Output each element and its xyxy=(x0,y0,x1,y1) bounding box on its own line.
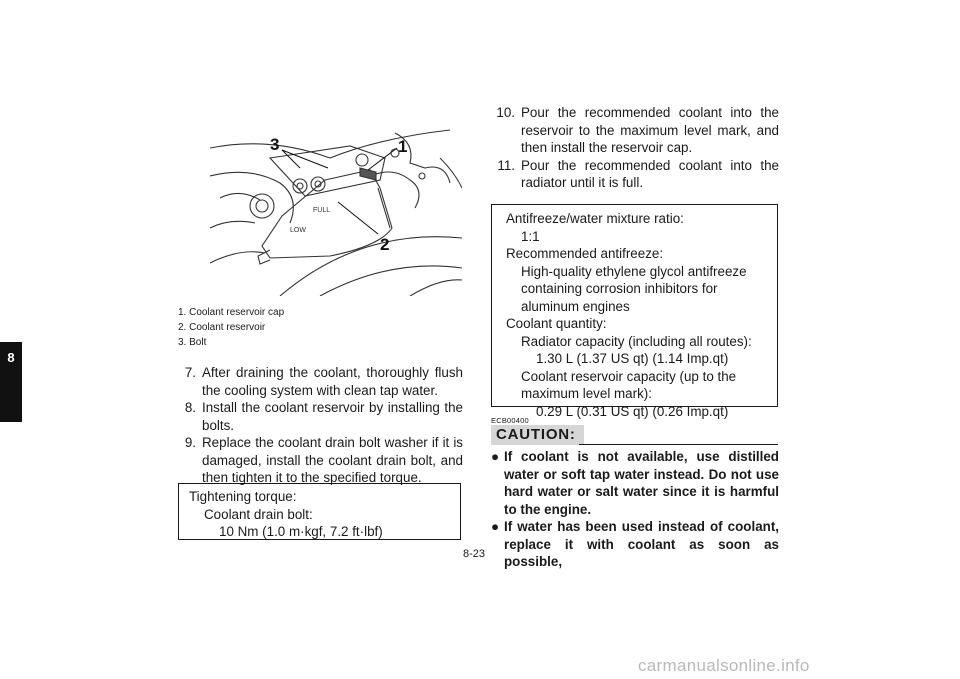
step-8 xyxy=(178,399,463,434)
callout-2: 2 xyxy=(380,235,390,254)
legend-item: 1. Coolant reservoir cap xyxy=(178,307,285,318)
step-text: Pour the recommended coolant into the reservoir to the maximum level mark, and then install the reservoir cap. xyxy=(521,105,779,155)
steps-right xyxy=(491,104,779,192)
legend-item: 3. Bolt xyxy=(178,337,207,348)
step-number: 11. xyxy=(497,157,515,173)
step-9 xyxy=(178,434,463,487)
step-10 xyxy=(491,104,779,157)
callout-3: 3 xyxy=(270,135,280,154)
step-number: 8. xyxy=(184,400,196,415)
torque-spec-box xyxy=(178,483,461,540)
step-text: Replace the coolant drain bolt washer if it is damaged, install the coolant drain bolt, and then tighten it to the specified torque. xyxy=(202,435,463,485)
legend-item: 2. Coolant reservoir xyxy=(178,322,266,333)
figure-legend xyxy=(178,305,284,350)
ratio-label: Antifreeze/water mixture ratio: xyxy=(506,211,684,226)
coolant-reservoir-figure xyxy=(210,128,462,296)
reservoir-value: 0.29 L (0.31 US qt) (0.26 Imp.qt) xyxy=(536,403,729,419)
full-mark-label: FULL xyxy=(313,207,331,214)
bullet-text: If coolant is not available, use distilled water or soft tap water instead. Do not use hard water or salt water since it is harmful to the engine. xyxy=(504,449,779,517)
torque-heading: Tightening torque: xyxy=(189,489,297,504)
caution-bullet xyxy=(491,448,779,518)
antifreeze-value: High-quality ethylene glycol antifreeze containing corrosion inhibitors for aluminum engines xyxy=(521,263,747,314)
caution-code: ECB00400 xyxy=(491,416,529,425)
steps-left xyxy=(178,364,463,487)
low-mark-label: LOW xyxy=(290,227,306,234)
reservoir-label: Coolant reservoir capacity (up to the maximum level mark): xyxy=(521,368,737,401)
torque-value: 10 Nm (1.0 m·kgf, 7.2 ft·lbf) xyxy=(219,524,383,539)
bullet-dot-icon: ● xyxy=(491,519,500,534)
caution-bullets xyxy=(491,448,779,571)
caution-header xyxy=(491,425,778,445)
bullet-text: If water has been used instead of coolant, replace it with coolant as soon as possible, xyxy=(504,519,779,569)
step-text: After draining the coolant, thoroughly flush the cooling system with clean tap water. xyxy=(202,365,463,398)
bullet-dot-icon: ● xyxy=(491,449,500,464)
step-number: 10. xyxy=(496,105,515,120)
page-number: 8-23 xyxy=(463,548,486,560)
step-number: 9. xyxy=(184,435,196,450)
step-11 xyxy=(491,157,779,192)
antifreeze-label: Recommended antifreeze: xyxy=(506,246,664,261)
step-text: Pour the recommended coolant into the radiator until it is full. xyxy=(521,157,779,190)
callout-1: 1 xyxy=(398,137,408,156)
quantity-label: Coolant quantity: xyxy=(506,316,607,331)
coolant-spec-box xyxy=(491,204,778,419)
radiator-value: 1.30 L (1.37 US qt) (1.14 Imp.qt) xyxy=(536,351,729,366)
step-text: Install the coolant reservoir by installing the bolts. xyxy=(202,400,463,433)
radiator-label: Radiator capacity (including all routes): xyxy=(521,333,752,349)
step-number: 7. xyxy=(184,365,196,380)
step-7 xyxy=(178,364,463,399)
watermark: carmanualsonline.info xyxy=(638,656,810,675)
ratio-value: 1:1 xyxy=(521,228,540,244)
torque-item: Coolant drain bolt: xyxy=(204,506,313,522)
caution-bullet xyxy=(491,518,779,571)
caution-rule xyxy=(579,444,778,445)
caution-label: CAUTION: xyxy=(491,425,584,445)
section-tab: 8 xyxy=(0,342,22,422)
